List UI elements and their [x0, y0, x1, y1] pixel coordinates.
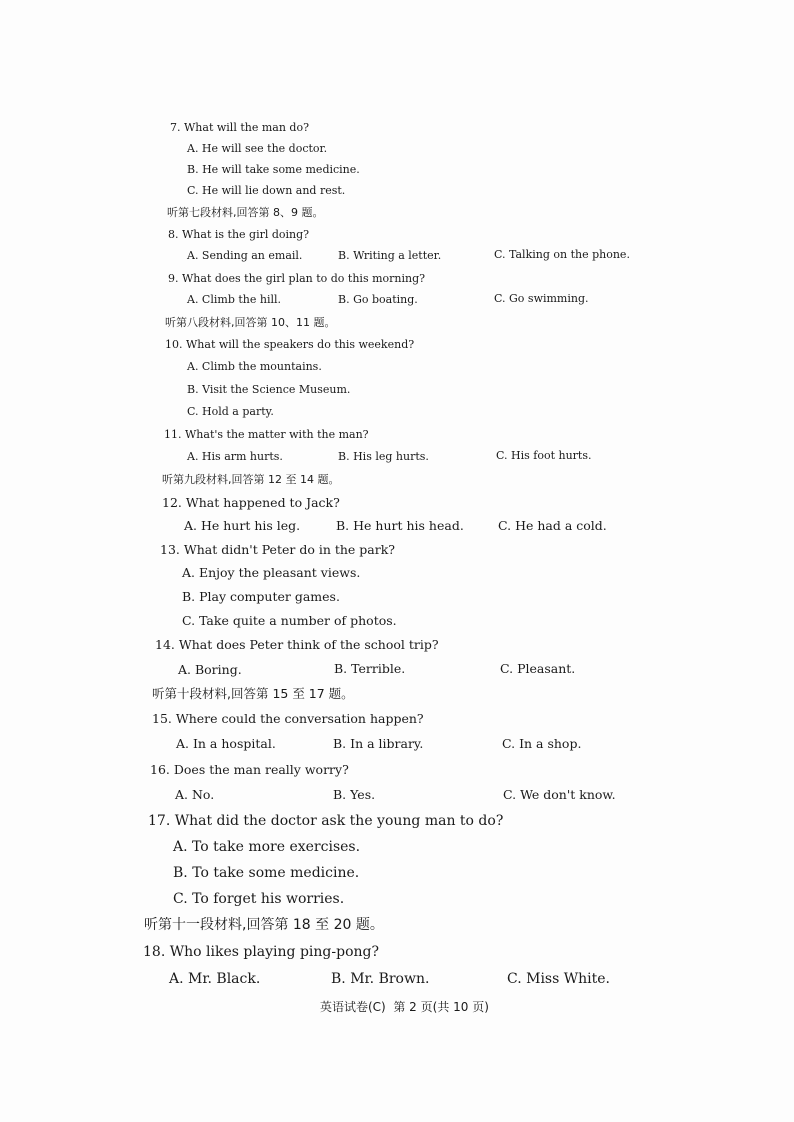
question-9-stem: 9. What does the girl plan to do this morning?	[168, 272, 426, 285]
question-12-stem: 12. What happened to Jack?	[162, 495, 340, 510]
question-13-option-c: C. Take quite a number of photos.	[182, 613, 397, 628]
question-11-stem: 11. What's the matter with the man?	[164, 428, 369, 441]
section-heading-8: 听第八段材料,回答第 10、11 题。	[165, 316, 336, 329]
question-14-option-b: B. Terrible.	[334, 661, 406, 676]
question-13-stem: 13. What didn't Peter do in the park?	[160, 542, 395, 557]
question-12-option-c: C. He had a cold.	[498, 518, 607, 533]
question-9-option-b: B. Go boating.	[338, 293, 418, 306]
question-8-stem: 8. What is the girl doing?	[168, 228, 310, 241]
question-10-option-c: C. Hold a party.	[187, 405, 274, 418]
question-13-option-b: B. Play computer games.	[182, 589, 340, 604]
question-10-stem: 10. What will the speakers do this weekend?	[165, 338, 415, 351]
question-8-option-b: B. Writing a letter.	[338, 249, 442, 262]
question-10-option-b: B. Visit the Science Museum.	[187, 383, 351, 396]
question-11-option-b: B. His leg hurts.	[338, 450, 429, 463]
question-11-option-a: A. His arm hurts.	[187, 450, 283, 463]
section-heading-11: 听第十一段材料,回答第 18 至 20 题。	[144, 917, 384, 933]
question-16-option-b: B. Yes.	[333, 787, 376, 802]
question-18-option-a: A. Mr. Black.	[169, 971, 261, 987]
question-16-stem: 16. Does the man really worry?	[150, 762, 349, 777]
question-18-option-b: B. Mr. Brown.	[331, 971, 430, 987]
question-18-option-c: C. Miss White.	[507, 971, 610, 987]
question-17-option-c: C. To forget his worries.	[173, 891, 345, 907]
page-footer: 英语试卷(C) 第 2 页(共 10 页)	[320, 1000, 489, 1014]
question-14-stem: 14. What does Peter think of the school trip?	[155, 637, 439, 652]
question-16-option-a: A. No.	[175, 787, 215, 802]
question-7-option-c: C. He will lie down and rest.	[187, 184, 346, 197]
question-14-option-c: C. Pleasant.	[500, 661, 576, 676]
section-heading-9: 听第九段材料,回答第 12 至 14 题。	[162, 473, 340, 486]
question-17-stem: 17. What did the doctor ask the young man to do?	[148, 813, 504, 829]
question-11-option-c: C. His foot hurts.	[496, 449, 592, 462]
question-17-option-a: A. To take more exercises.	[173, 839, 361, 855]
question-15-stem: 15. Where could the conversation happen?	[152, 711, 424, 726]
question-16-option-c: C. We don't know.	[503, 787, 616, 802]
section-heading-7: 听第七段材料,回答第 8、9 题。	[167, 206, 324, 219]
question-10-option-a: A. Climb the mountains.	[187, 360, 322, 373]
question-8-option-c: C. Talking on the phone.	[494, 248, 630, 261]
question-14-option-a: A. Boring.	[178, 662, 242, 677]
question-9-option-c: C. Go swimming.	[494, 292, 589, 305]
question-7-option-b: B. He will take some medicine.	[187, 163, 360, 176]
question-7-stem: 7. What will the man do?	[170, 121, 309, 134]
question-12-option-a: A. He hurt his leg.	[184, 518, 301, 533]
question-13-option-a: A. Enjoy the pleasant views.	[182, 565, 361, 580]
question-12-option-b: B. He hurt his head.	[336, 518, 464, 533]
question-15-option-b: B. In a library.	[333, 736, 424, 751]
question-7-option-a: A. He will see the doctor.	[187, 142, 328, 155]
question-8-option-a: A. Sending an email.	[187, 249, 303, 262]
question-9-option-a: A. Climb the hill.	[187, 293, 282, 306]
question-15-option-a: A. In a hospital.	[176, 736, 276, 751]
question-15-option-c: C. In a shop.	[502, 736, 582, 751]
question-17-option-b: B. To take some medicine.	[173, 865, 360, 881]
question-18-stem: 18. Who likes playing ping-pong?	[143, 944, 379, 960]
section-heading-10: 听第十段材料,回答第 15 至 17 题。	[152, 686, 354, 701]
